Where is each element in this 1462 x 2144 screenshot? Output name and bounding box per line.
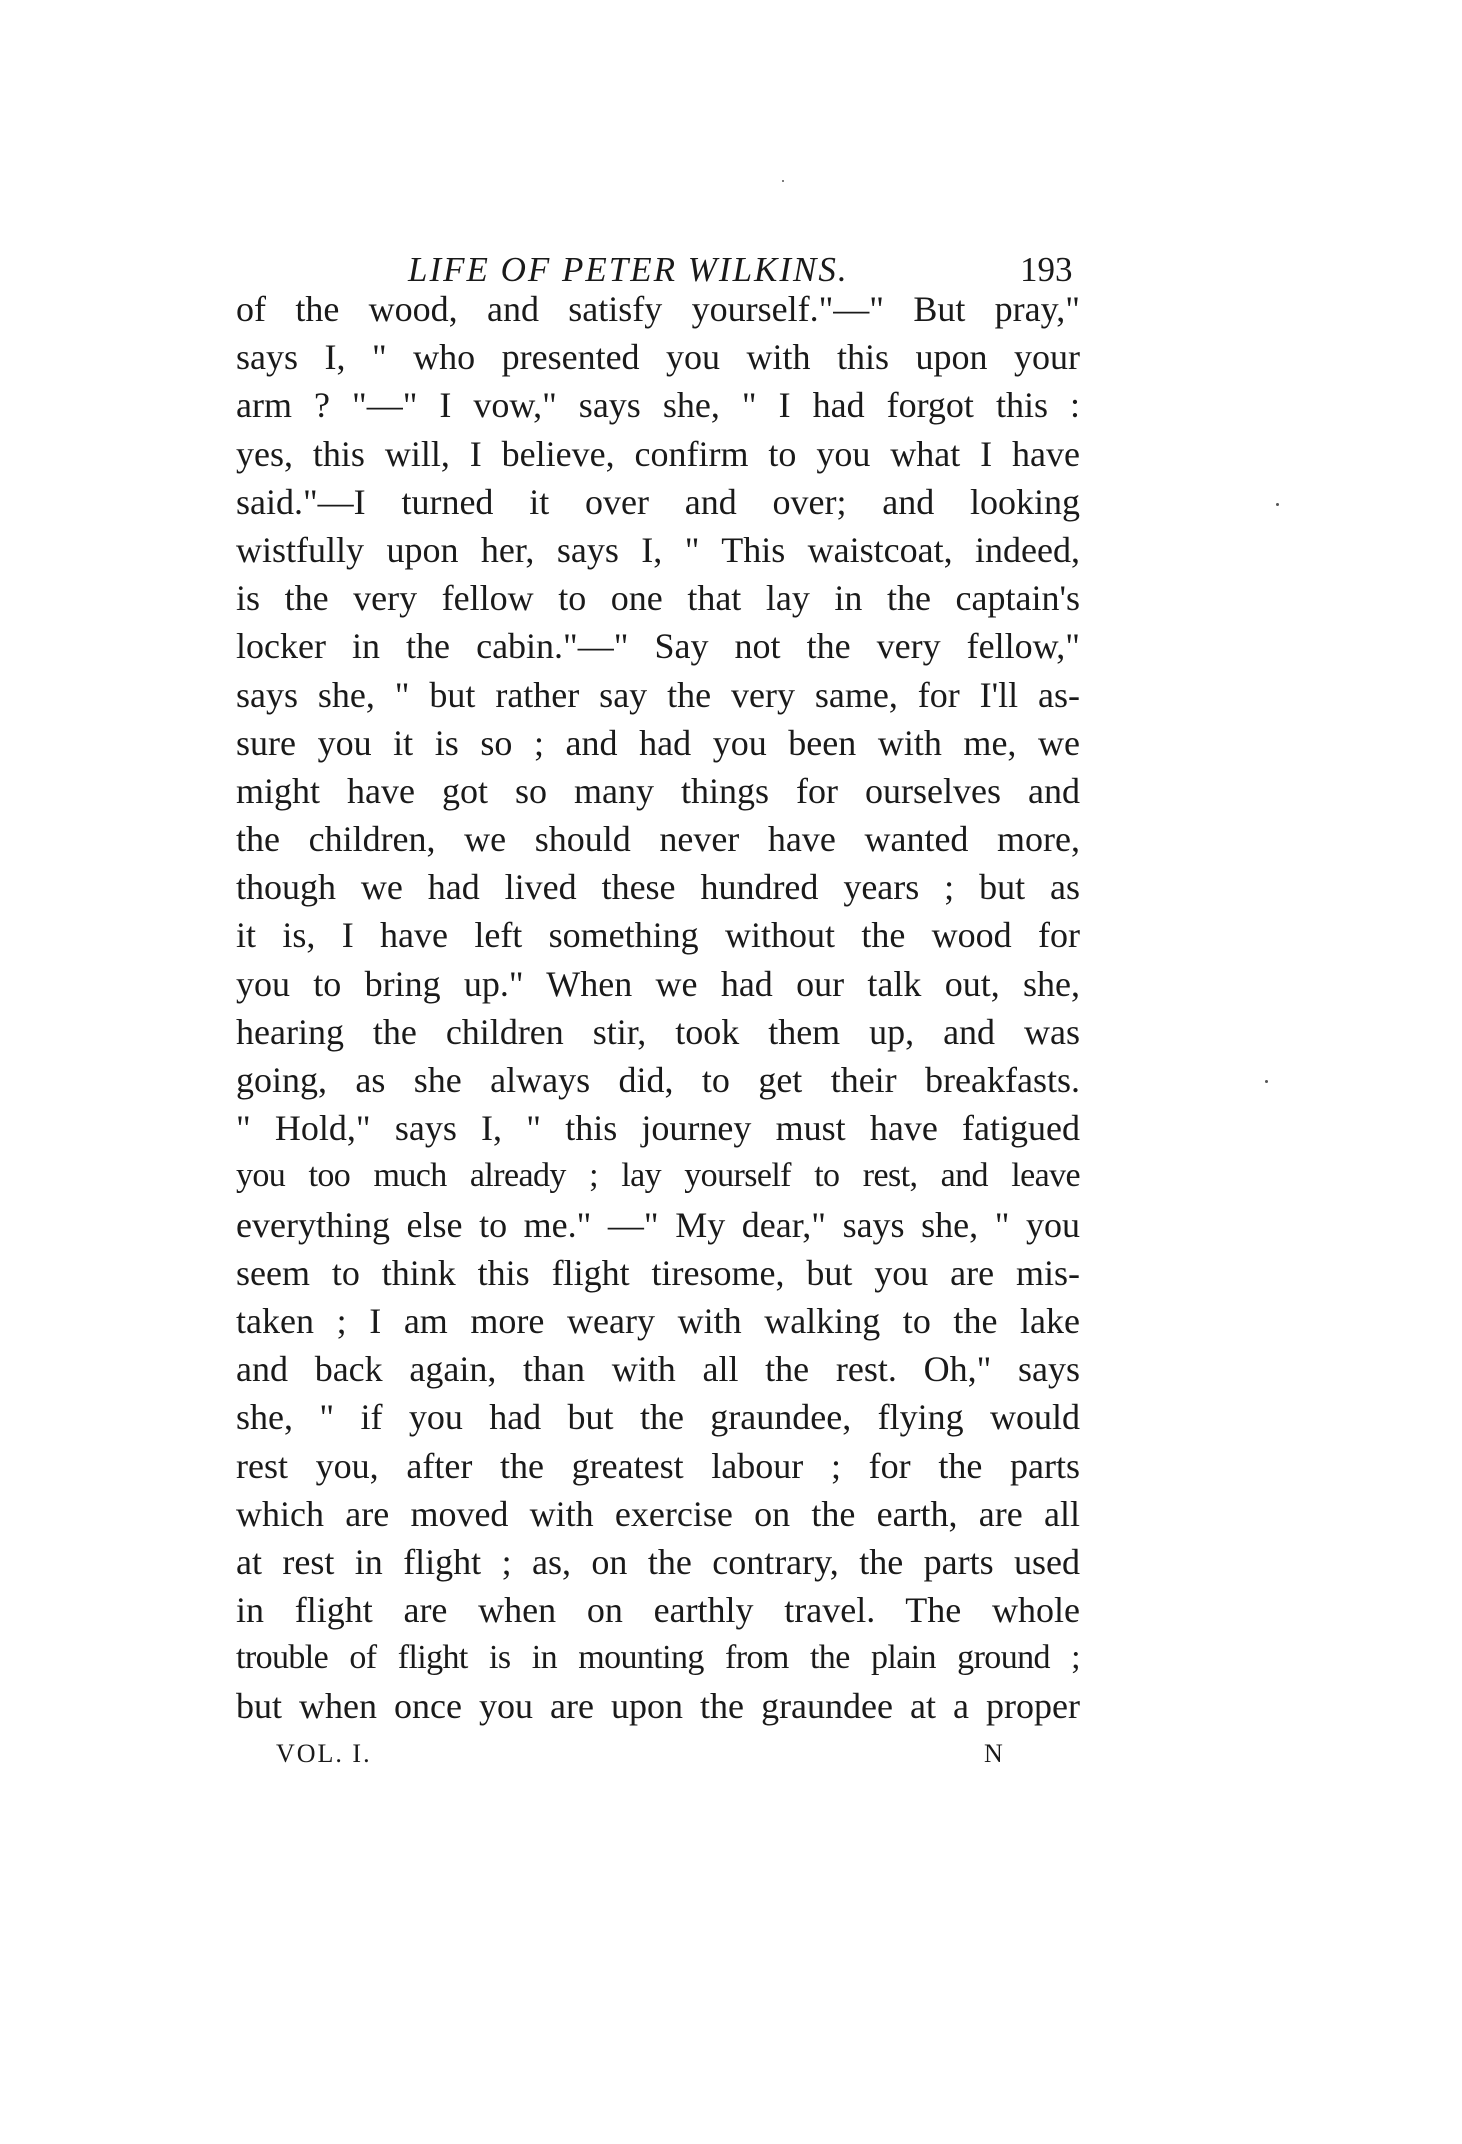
text-line: rest you, after the greatest labour ; for the parts xyxy=(236,1445,1080,1486)
page-number: 193 xyxy=(1020,250,1073,289)
ink-speck xyxy=(782,180,784,182)
signature-mark-letter: N xyxy=(984,1739,1003,1768)
text-line: going, as she always did, to get their breakfasts. xyxy=(236,1060,1080,1100)
text-line: in flight are when on earthly travel. The whole xyxy=(236,1590,1080,1631)
text-line: arm ? "—" I vow," says she, " I had forgot this : xyxy=(236,385,1080,426)
text-line: says I, " who presented you with this upon your xyxy=(236,337,1080,378)
text-line: everything else to me." —" My dear," says she, " you xyxy=(236,1204,1080,1245)
text-line: locker in the cabin."—" Say not the very fellow," xyxy=(236,626,1080,667)
text-line: and back again, than with all the rest. Oh," says xyxy=(236,1349,1080,1390)
text-line: seem to think this flight tiresome, but you are mis- xyxy=(236,1252,1080,1293)
ink-speck xyxy=(1276,503,1279,506)
text-line: you to bring up." When we had our talk out, she, xyxy=(236,963,1080,1004)
text-line: wistfully upon her, says I, " This waistcoat, indeed, xyxy=(236,529,1080,570)
ink-speck xyxy=(1265,1080,1268,1083)
text-line: is the very fellow to one that lay in the captain's xyxy=(236,578,1080,619)
text-line: says she, " but rather say the very same, for I'll as- xyxy=(236,674,1080,715)
body-text xyxy=(236,285,1080,1731)
text-line: taken ; I am more weary with walking to the lake xyxy=(236,1300,1080,1341)
signature-mark-volume: VOL. I. xyxy=(276,1739,372,1768)
text-line: at rest in flight ; as, on the contrary, the parts used xyxy=(236,1541,1080,1582)
text-line: you too much already ; lay yourself to rest, and leave xyxy=(236,1157,1080,1195)
text-line: " Hold," says I, " this journey must have fatigued xyxy=(236,1108,1080,1149)
text-line: hearing the children stir, took them up, and was xyxy=(236,1011,1080,1052)
running-title: LIFE OF PETER WILKINS. xyxy=(408,250,849,289)
text-line: trouble of flight is in mounting from the plain ground ; xyxy=(236,1639,1080,1677)
text-line: the children, we should never have wanted more, xyxy=(236,819,1080,860)
text-line: said."—I turned it over and over; and looking xyxy=(236,481,1080,522)
text-line: sure you it is so ; and had you been with me, we xyxy=(236,722,1080,763)
text-line: might have got so many things for ourselves and xyxy=(236,770,1080,811)
text-line: she, " if you had but the graundee, flying would xyxy=(236,1397,1080,1438)
text-line: which are moved with exercise on the earth, are all xyxy=(236,1493,1080,1534)
text-line: it is, I have left something without the wood for xyxy=(236,915,1080,956)
text-line: yes, this will, I believe, confirm to you what I have xyxy=(236,433,1080,474)
text-line: but when once you are upon the graundee at a proper xyxy=(236,1686,1080,1727)
text-line: though we had lived these hundred years ; but as xyxy=(236,867,1080,908)
text-line: of the wood, and satisfy yourself."—" But pray," xyxy=(236,289,1080,329)
